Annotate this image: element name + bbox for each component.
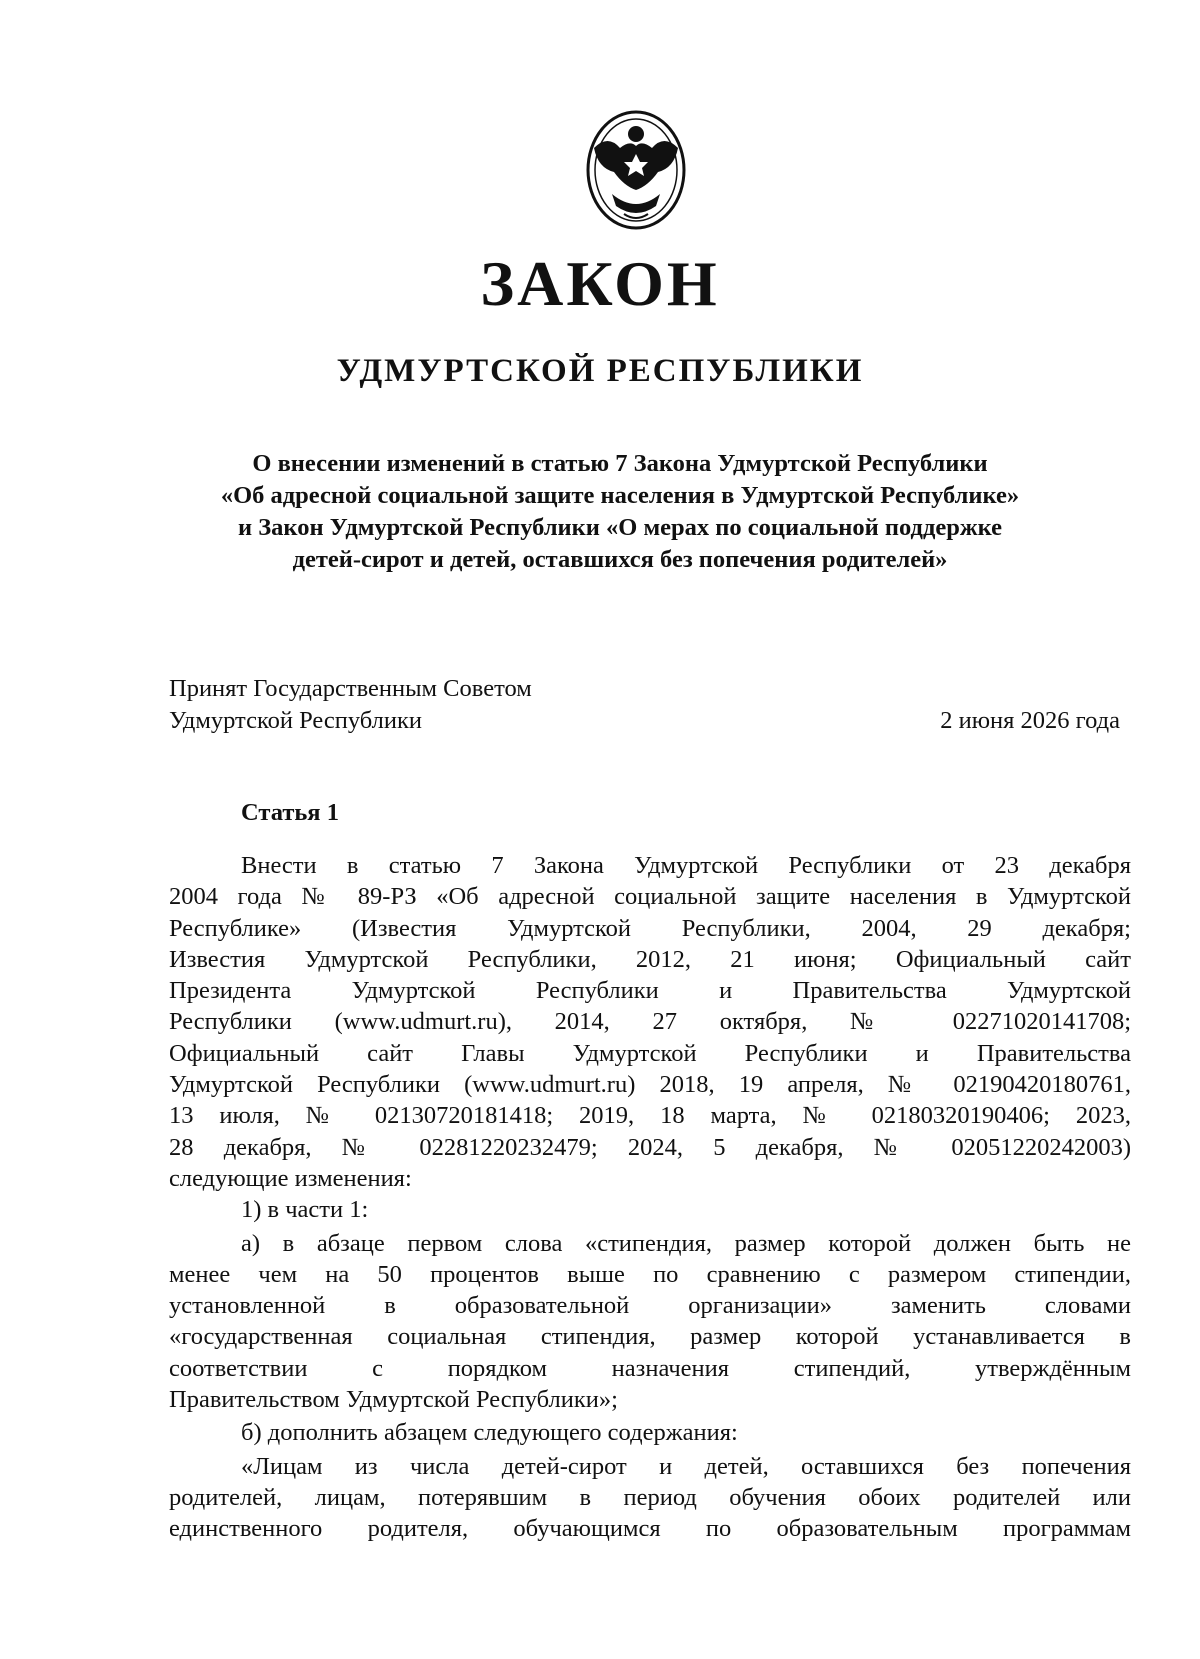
adoption-body-line: Удмуртской Республики: [169, 707, 422, 734]
body-line: а) в абзаце первом слова «стипендия, размер которой должен быть не: [241, 1229, 1131, 1257]
body-line: Внести в статью 7 Закона Удмуртской Республики от 23 декабря: [241, 852, 1131, 879]
body-line: Президента Удмуртской Республики и Правительства Удмуртской: [169, 977, 1131, 1005]
body-line: «Лицам из числа детей-сирот и детей, оставшихся без попечения: [241, 1452, 1131, 1480]
adoption-body-line: Принят Государственным Советом: [169, 675, 532, 702]
article-body: [169, 850, 1131, 1545]
law-name-line: и Закон Удмуртской Республики «О мерах по социальной поддержке: [237, 514, 1002, 541]
law-name-line: «Об адресной социальной защите населения в Удмуртской Республике»: [220, 482, 1020, 509]
body-line: единственного родителя, обучающимся по образовательным программам: [169, 1515, 1131, 1543]
body-line: 1) в части 1:: [241, 1196, 369, 1224]
law-subtitle: УДМУРТСКОЙ РЕСПУБЛИКИ: [336, 353, 864, 389]
body-line: 28 декабря, № 02281220232479; 2024, 5 декабря, № 02051220242003): [169, 1133, 1131, 1161]
body-line: «государственная социальная стипендия, размер которой устанавливается в: [169, 1323, 1131, 1351]
body-line: Республики (www.udmurt.ru), 2014, 27 октября, № 02271020141708;: [169, 1008, 1131, 1036]
body-line: Известия Удмуртской Республики, 2012, 21 июня; Официальный сайт: [169, 945, 1131, 973]
body-line: Удмуртской Республики (www.udmurt.ru) 2018, 19 апреля, № 02190420180761,: [169, 1071, 1131, 1099]
body-line: соответствии с порядком назначения стипендий, утверждённым: [169, 1354, 1131, 1382]
body-line: установленной в образовательной организации» заменить словами: [169, 1292, 1131, 1320]
adoption-date: 2 июня 2026 года: [940, 707, 1120, 734]
law-name: [140, 448, 1100, 576]
body-line: родителей, лицам, потерявшим в период обучения обоих родителей или: [169, 1483, 1131, 1511]
body-line: Республике» (Известия Удмуртской Республики, 2004, 29 декабря;: [169, 914, 1131, 942]
law-name-line: О внесении изменений в статью 7 Закона Удмуртской Республики: [252, 450, 988, 477]
body-line: следующие изменения:: [169, 1164, 412, 1192]
body-line: б) дополнить абзацем следующего содержания:: [241, 1419, 738, 1447]
body-line: менее чем на 50 процентов выше по сравнению с размером стипендии,: [169, 1260, 1131, 1288]
body-line: Правительством Удмуртской Республики»;: [169, 1386, 618, 1414]
body-line: Официальный сайт Главы Удмуртской Республики и Правительства: [169, 1039, 1131, 1067]
law-title: ЗАКОН: [480, 248, 720, 319]
coat-of-arms-emblem: [580, 110, 692, 234]
article-heading: Статья 1: [241, 799, 339, 826]
law-name-line: детей-сирот и детей, оставшихся без попечения родителей»: [292, 546, 948, 573]
body-line: 2004 года № 89-РЗ «Об адресной социальной защите населения в Удмуртской: [169, 883, 1131, 911]
body-line: 13 июля, № 02130720181418; 2019, 18 марта, № 02180320190406; 2023,: [169, 1102, 1131, 1130]
